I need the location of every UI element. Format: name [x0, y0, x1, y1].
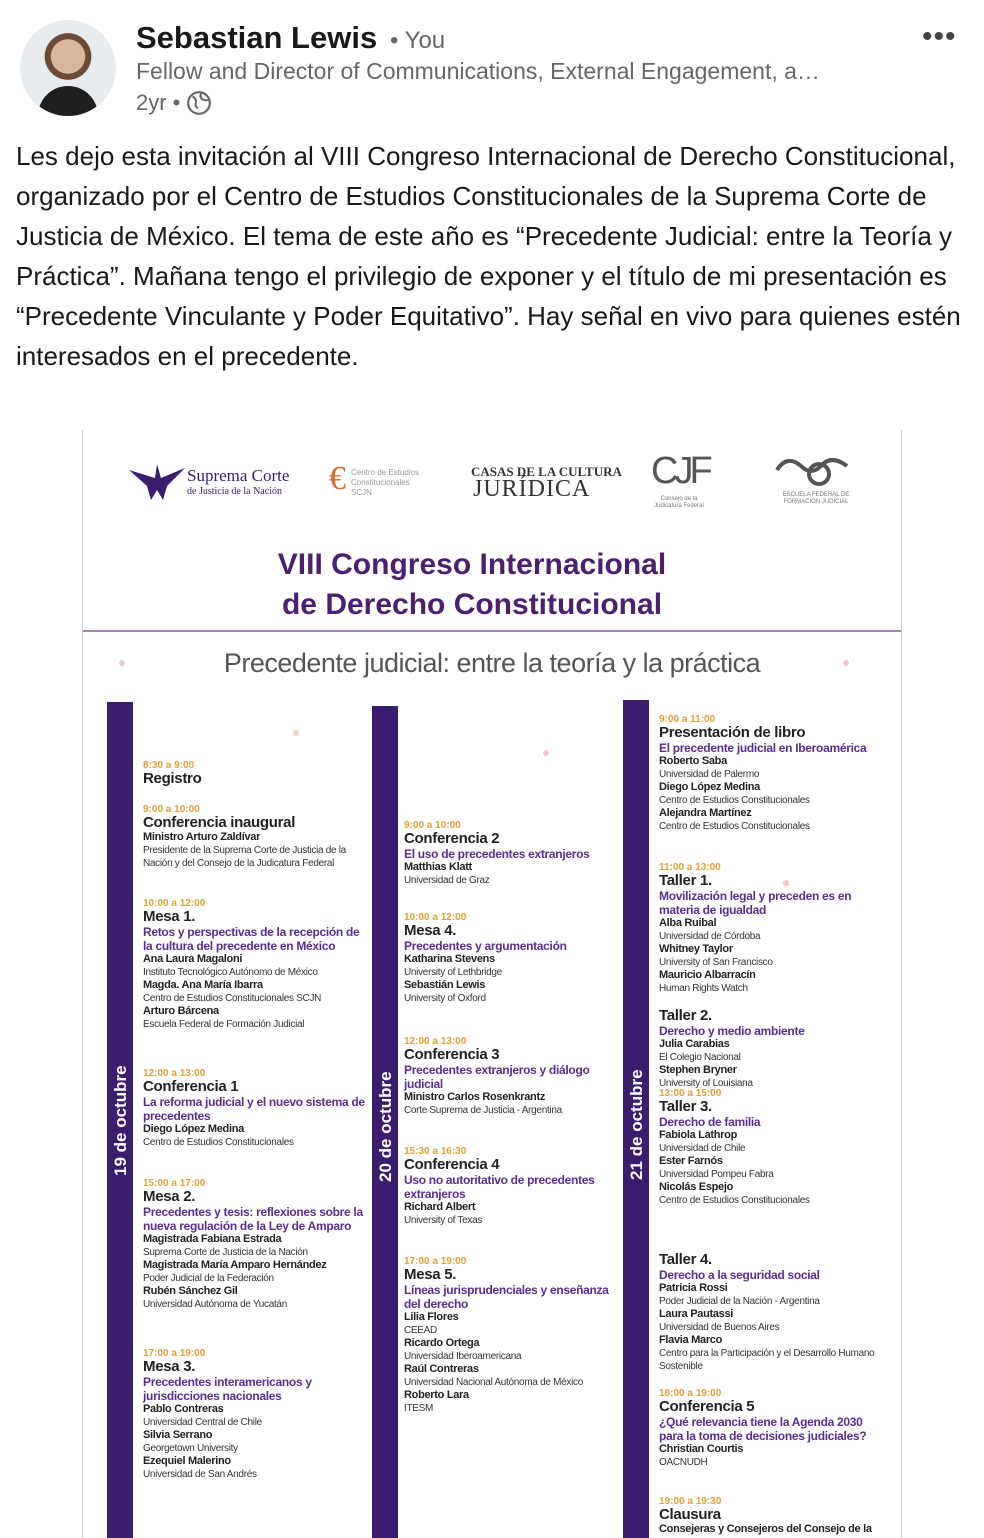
event-affiliation: Universidad Iberoamericana: [404, 1351, 522, 1362]
event-title: Conferencia 4: [404, 1156, 500, 1173]
event-speaker: [659, 1181, 879, 1194]
event-speaker: [404, 1091, 614, 1104]
event-title: Mesa 4.: [404, 922, 457, 939]
event-subtitle: Derecho y medio ambiente: [659, 1024, 805, 1038]
event-time: 13:00 a 15:00: [659, 1088, 722, 1099]
author-name[interactable]: Sebastian Lewis: [136, 20, 378, 55]
cec-logo-mark: €: [329, 460, 346, 497]
event-affiliation: Centro de Estudios Constitucionales: [659, 1195, 810, 1206]
event-title: Conferencia 1: [143, 1078, 239, 1095]
event-affiliation: Presidente de la Suprema Corte de Justicia de la Nación y del Consejo de la Judicatura Federal: [143, 845, 346, 869]
event-speaker: [404, 861, 614, 874]
event-affiliation: Poder Judicial de la Nación - Argentina: [659, 1296, 820, 1307]
event-speaker: [143, 979, 365, 992]
speaker-name: Matthias Klatt: [404, 861, 472, 873]
decor-dot: [119, 660, 125, 666]
event-speaker: [404, 1201, 614, 1214]
event-title: Taller 1.: [659, 872, 712, 889]
decor-dot: [543, 750, 549, 756]
event-subtitle: El precedente judicial en Iberoamérica: [659, 741, 867, 755]
event-speaker: [659, 1523, 879, 1536]
event-title: Registro: [143, 770, 202, 787]
event-affiliation: Universidad de Chile: [659, 1143, 746, 1154]
event-speaker: [659, 1282, 879, 1295]
globe-icon: [186, 90, 212, 116]
event-title: Presentación de libro: [659, 724, 806, 741]
author-headline: Fellow and Director of Communications, External Engagement, a…: [136, 58, 820, 84]
program-event: [143, 1068, 365, 1149]
event-speaker: [143, 1123, 365, 1136]
event-subtitle: Precedentes y tesis: reflexiones sobre la nueva regulación de la Ley de Amparo: [143, 1205, 363, 1233]
event-speaker: [143, 1233, 365, 1246]
event-affiliation: Universidad de Buenos Aires: [659, 1322, 780, 1333]
event-affiliation: Universidad Autónoma de Yucatán: [143, 1299, 287, 1310]
event-time: 9:00 a 10:00: [404, 820, 461, 831]
day-label-2: 20 de octubre: [376, 1071, 395, 1182]
cec-logo-text: Centro de Estudios Constitucionales SCJN: [351, 468, 420, 497]
event-affiliation: Universidad de Palermo: [659, 769, 760, 780]
event-speaker: [143, 953, 365, 966]
efj-logo-icon: [773, 450, 851, 490]
event-speaker: [143, 1403, 365, 1416]
event-affiliation: Universidad de Córdoba: [659, 931, 761, 942]
event-speaker: [659, 1038, 879, 1051]
event-affiliation: CEEAD: [404, 1325, 437, 1336]
decor-dot: [843, 660, 849, 666]
event-subtitle: Precedentes interamericanos y jurisdicciones nacionales: [143, 1375, 312, 1403]
speaker-name: Nicolás Espejo: [659, 1181, 734, 1193]
scjn-logo-title: Suprema Corte: [187, 466, 290, 485]
event-affiliation: Human Rights Watch: [659, 983, 748, 994]
event-time: 12:00 a 13:00: [404, 1036, 467, 1047]
post-text: Les dejo esta invitación al VIII Congreso Internacional de Derecho Constitucional, organizado por el Centro de Estudios Constitucionales de la Suprema Corte de Justicia de México. El tema de este año es “Precedente Judicial: entre la Teoría y Práctica”. Mañana tengo el privilegio de exponer y el título de mi presentación es “Precedente Vinculante y Poder Equitativo”. Hay señal en vivo para quienes estén interesados en el precedente.: [16, 141, 961, 371]
you-label: • You: [390, 27, 446, 54]
event-affiliation: Escuela Federal de Formación Judicial: [143, 1019, 305, 1030]
program-event: [143, 898, 365, 1031]
post-age: 2yr •: [136, 90, 181, 115]
program-event: [659, 1496, 879, 1536]
event-affiliation: Universidad de Graz: [404, 875, 490, 886]
program-event: [659, 1388, 879, 1469]
event-time: 11:00 a 13:00: [659, 862, 721, 873]
casas-logo-top: CASAS DE LA CULTURA: [471, 464, 622, 479]
speaker-name: Ezequiel Malerino: [143, 1455, 231, 1467]
program-event: [404, 912, 614, 1005]
speaker-name: Magda. Ana María Ibarra: [143, 979, 263, 991]
event-speaker: [143, 1285, 365, 1298]
event-speaker: [659, 1308, 879, 1321]
event-title: Mesa 2.: [143, 1188, 196, 1205]
event-affiliation: University of Lethbridge: [404, 967, 502, 978]
event-speaker: [659, 807, 879, 820]
event-affiliation: Centro de Estudios Constitucionales SCJN: [143, 993, 322, 1004]
event-subtitle: Líneas jurisprudenciales y enseñanza del derecho: [404, 1283, 609, 1311]
event-speaker: [659, 1064, 879, 1077]
decor-dot: [293, 730, 299, 736]
program-event: [404, 1256, 614, 1415]
speaker-name: Fabiola Lathrop: [659, 1129, 738, 1141]
program-event: [143, 804, 365, 870]
speaker-name: Lilia Flores: [404, 1311, 459, 1323]
cjf-logo-mark: CJF: [651, 450, 709, 492]
event-speaker: [659, 969, 879, 982]
program-event: [659, 714, 879, 833]
speaker-name: Consejeras y Consejeros del Consejo de la: [659, 1523, 872, 1535]
event-affiliation: Universidad de San Andrés: [143, 1469, 257, 1480]
speaker-name: Diego López Medina: [659, 781, 760, 793]
event-title: Clausura: [659, 1506, 721, 1523]
event-time: 9:00 a 10:00: [143, 804, 200, 815]
speaker-name: Rubén Sánchez Gil: [143, 1285, 238, 1297]
speaker-name: Magistrada Fabiana Estrada: [143, 1233, 282, 1245]
flyer-logos: [83, 430, 901, 530]
event-speaker: [404, 1337, 614, 1350]
event-affiliation: Georgetown University: [143, 1443, 238, 1454]
event-speaker: [143, 1455, 365, 1468]
event-time: 10:00 a 12:00: [404, 912, 467, 923]
speaker-name: Ricardo Ortega: [404, 1337, 480, 1349]
speaker-name: Julia Carabias: [659, 1038, 730, 1050]
speaker-name: Alejandra Martínez: [659, 807, 752, 819]
post-image-flyer[interactable]: [82, 430, 902, 1538]
event-time: 15:00 a 17:00: [143, 1178, 206, 1189]
event-speaker: [659, 1443, 879, 1456]
program-event: [143, 1348, 365, 1481]
event-subtitle: La reforma judicial y el nuevo sistema de precedentes: [143, 1095, 365, 1123]
event-time: 18:00 a 19:00: [659, 1388, 722, 1399]
event-speaker: [659, 917, 879, 930]
event-speaker: [404, 1363, 614, 1376]
event-affiliation: Poder Judicial de la Federación: [143, 1273, 274, 1284]
program-event: [143, 760, 365, 787]
event-subtitle: ¿Qué relevancia tiene la Agenda 2030 para la toma de decisiones judiciales?: [659, 1415, 867, 1443]
speaker-name: Arturo Bárcena: [143, 1005, 219, 1017]
event-time: 8:30 a 9:00: [143, 760, 195, 771]
event-subtitle: Movilización legal y preceden es en materia de igualdad: [659, 889, 852, 917]
event-speaker: [659, 1129, 879, 1142]
speaker-name: Diego López Medina: [143, 1123, 244, 1135]
program-event: [143, 1178, 365, 1311]
event-speaker: [143, 1005, 365, 1018]
event-speaker: [143, 1259, 365, 1272]
event-time: 19:00 a 19:30: [659, 1496, 722, 1507]
event-speaker: [404, 953, 614, 966]
speaker-name: Roberto Lara: [404, 1389, 469, 1401]
event-time: 9:00 a 11:00: [659, 714, 716, 725]
event-title: Taller 4.: [659, 1251, 712, 1268]
speaker-name: Raúl Contreras: [404, 1363, 479, 1375]
event-title: Mesa 3.: [143, 1358, 196, 1375]
day-bar-1: [107, 702, 133, 1538]
event-affiliation: Instituto Tecnológico Autónomo de México: [143, 967, 318, 978]
efj-logo-text: ESCUELA FEDERAL DE FORMACIÓN JUDICIAL: [782, 492, 850, 505]
event-affiliation: Centro de Estudios Constitucionales: [659, 795, 810, 806]
event-subtitle: Precedentes y argumentación: [404, 939, 567, 953]
program-event: [404, 1036, 614, 1117]
flyer-title-rule: [83, 630, 901, 632]
event-speaker: [659, 781, 879, 794]
event-speaker: [404, 1311, 614, 1324]
event-affiliation: Centro de Estudios Constitucionales: [659, 821, 810, 832]
speaker-name: Roberto Saba: [659, 755, 727, 767]
event-affiliation: Suprema Corte de Justicia de la Nación: [143, 1247, 308, 1258]
event-subtitle: El uso de precedentes extranjeros: [404, 847, 590, 861]
speaker-name: Flavia Marco: [659, 1334, 723, 1346]
event-time: 12:00 a 13:00: [143, 1068, 206, 1079]
flyer-subtitle: Precedente judicial: entre la teoría y la práctica: [223, 648, 761, 678]
speaker-name: Magistrada María Amparo Hernández: [143, 1259, 327, 1271]
flyer-title-line1: VIII Congreso Internacional: [277, 548, 667, 581]
event-affiliation: University of Louisiana: [659, 1078, 753, 1089]
event-affiliation: El Colegio Nacional: [659, 1052, 741, 1063]
event-title: Mesa 5.: [404, 1266, 457, 1283]
event-title: Conferencia inaugural: [143, 814, 296, 831]
speaker-name: Alba Ruibal: [659, 917, 717, 929]
event-subtitle: Precedentes extranjeros y diálogo judicial: [404, 1063, 590, 1091]
program-event: [659, 862, 879, 995]
speaker-name: Mauricio Albarracín: [659, 969, 756, 981]
event-speaker: [659, 755, 879, 768]
event-speaker: [404, 979, 614, 992]
program-event: [404, 1146, 614, 1227]
author-avatar[interactable]: [20, 20, 116, 116]
day-label-1: 19 de octubre: [111, 1065, 130, 1176]
casas-logo-bottom: JURÍDICA: [473, 476, 591, 502]
event-affiliation: Universidad Pompeu Fabra: [659, 1169, 774, 1180]
event-affiliation: Universidad Central de Chile: [143, 1417, 262, 1428]
event-speaker: [404, 1389, 614, 1402]
event-subtitle: Derecho a la seguridad social: [659, 1268, 820, 1282]
speaker-name: Katharina Stevens: [404, 953, 495, 965]
program-event: [404, 820, 614, 887]
day-bar-3: [623, 700, 649, 1538]
program-event: [659, 1252, 879, 1373]
day-label-3: 21 de octubre: [627, 1069, 646, 1180]
event-title: Mesa 1.: [143, 908, 196, 925]
event-speaker: [143, 831, 365, 844]
event-time: 17:00 a 19:00: [404, 1256, 467, 1267]
event-affiliation: Centro de Estudios Constitucionales: [143, 1137, 294, 1148]
event-affiliation: Universidad Nacional Autónoma de México: [404, 1377, 583, 1388]
event-title: Conferencia 3: [404, 1046, 500, 1063]
day-bar-2: [372, 706, 398, 1538]
avatar-shirt: [38, 86, 98, 116]
event-title: Taller 2.: [659, 1007, 712, 1024]
scjn-logo-sub: de Justicia de la Nación: [187, 486, 282, 497]
program-event: [659, 1008, 879, 1090]
event-affiliation: University of Texas: [404, 1215, 483, 1226]
flyer-title-line2: de Derecho Constitucional: [281, 588, 663, 621]
event-affiliation: Corte Suprema de Justicia - Argentina: [404, 1105, 562, 1116]
event-affiliation: Centro para la Participación y el Desarrollo Humano Sostenible: [659, 1348, 875, 1372]
event-title: Taller 3.: [659, 1098, 712, 1115]
more-options-button[interactable]: •••: [922, 20, 957, 53]
post-meta: [136, 90, 212, 116]
event-affiliation: OACNUDH: [659, 1457, 708, 1468]
event-speaker: [143, 1429, 365, 1442]
event-subtitle: Uso no autoritativo de precedentes extranjeros: [404, 1173, 595, 1201]
event-speaker: [659, 1155, 879, 1168]
speaker-name: Ministro Carlos Rosenkrantz: [404, 1091, 546, 1103]
speaker-name: Laura Pautassi: [659, 1308, 734, 1320]
event-subtitle: Retos y perspectivas de la recepción de la cultura del precedente en México: [143, 925, 360, 953]
speaker-name: Ministro Arturo Zaldívar: [143, 831, 261, 843]
program-event: [659, 1088, 879, 1207]
event-title: Conferencia 2: [404, 830, 500, 847]
scjn-eagle-icon: [127, 460, 187, 502]
speaker-name: Christian Courtis: [659, 1443, 744, 1455]
event-speaker: [659, 943, 879, 956]
speaker-name: Ester Farnós: [659, 1155, 723, 1167]
speaker-name: Whitney Taylor: [659, 943, 733, 955]
event-time: 10:00 a 12:00: [143, 898, 206, 909]
event-speaker: [659, 1334, 879, 1347]
event-time: 17:00 a 19:00: [143, 1348, 206, 1359]
speaker-name: Sebastián Lewis: [404, 979, 486, 991]
speaker-name: Pablo Contreras: [143, 1403, 224, 1415]
speaker-name: Patricia Rossi: [659, 1282, 728, 1294]
cjf-logo-sub: Consejo de la Judicatura Federal: [654, 496, 704, 509]
event-subtitle: Derecho de familia: [659, 1115, 761, 1129]
speaker-name: Ana Laura Magaloni: [143, 953, 243, 965]
event-title: Conferencia 5: [659, 1398, 755, 1415]
event-affiliation: University of Oxford: [404, 993, 486, 1004]
speaker-name: Silvia Serrano: [143, 1429, 213, 1441]
event-time: 15:30 a 16:30: [404, 1146, 467, 1157]
event-affiliation: ITESM: [404, 1403, 434, 1414]
event-affiliation: University of San Francisco: [659, 957, 773, 968]
speaker-name: Richard Albert: [404, 1201, 476, 1213]
speaker-name: Stephen Bryner: [659, 1064, 737, 1076]
